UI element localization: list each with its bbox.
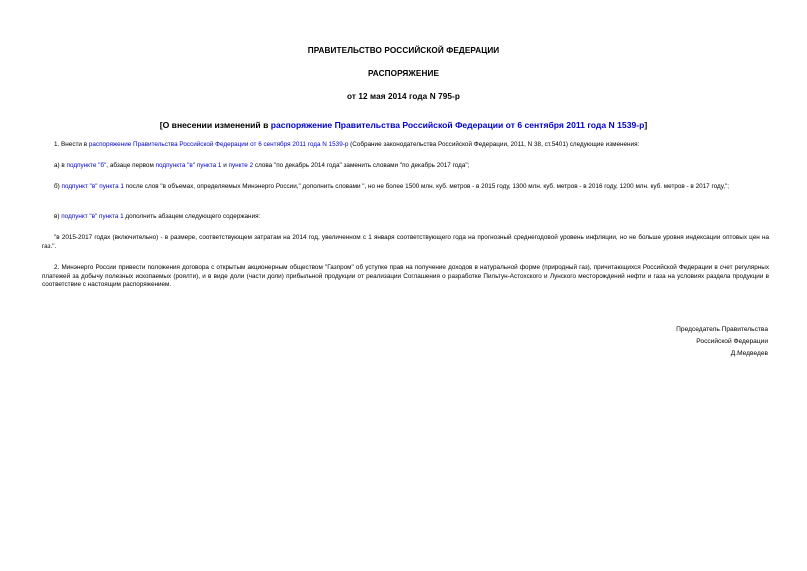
paragraph-text: а) в <box>54 162 67 169</box>
signature-country: Российской Федерации <box>696 338 768 345</box>
date-number-heading: от 12 мая 2014 года N 795-р <box>346 92 460 101</box>
paragraph-text: и <box>221 162 229 169</box>
signature-name: Д.Медведев <box>730 350 768 357</box>
paragraph-text: дополнить абзацем следующего содержания: <box>123 213 261 220</box>
paragraph-1 <box>42 141 769 150</box>
paragraph-text: , абзаце первом <box>106 162 156 169</box>
signature-position: Председатель Правительства <box>676 326 768 333</box>
title-prefix: [О внесении изменений в <box>159 120 271 130</box>
decree-1539-link[interactable]: распоряжение Правительства Российской Федерации от 6 сентября 2011 года N 1539-р <box>88 141 349 148</box>
paragraph-2: 2. Минэнерго России привести положения договора с открытым акционерным обществом "Газпром" об уступке прав на получение доходов в натуральной форме (природный газ), причитающихся Российской Федерации в счет регулярных платежей за добычу полезных ископаемых (роялти), и в виде доли (части доли) прибыльной продукции от реализации Соглашения о разработке Пильтун-Астохского и Лунского месторождений нефти и газа на условиях раздела продукции в соответствие с настоящим распоряжением. <box>42 264 769 289</box>
paragraph-text: слова "по декабрь 2014 года" заменить словами "по декабрь 2017 года"; <box>253 162 470 169</box>
subitem-v-item-1-link[interactable]: подпункта "в" пункта 1 <box>155 162 222 169</box>
paragraph-v <box>42 213 769 222</box>
paragraph-a <box>42 162 769 171</box>
subitem-v-item-1-link[interactable]: подпункт "в" пункта 1 <box>61 183 124 190</box>
government-heading: ПРАВИТЕЛЬСТВО РОССИЙСКОЙ ФЕДЕРАЦИИ <box>307 46 500 55</box>
paragraph-text: в) <box>54 213 62 220</box>
paragraph-text: после слов "в объемах, определяемых Минэнерго России," дополнить словами ", но не более 1500 млн. куб. метров - в 2015 году, 1300 млн. куб. метров - в 2016 году, 1200 млн. куб. метров - в 2017 году,"; <box>123 183 730 190</box>
paragraph-text: б) <box>54 183 62 190</box>
subitem-b-link[interactable]: подпункте "б" <box>66 162 107 169</box>
title-suffix: ] <box>644 120 648 130</box>
paragraph-quote: "в 2015-2017 годах (включительно) - в размере, соответствующем затратам на 2014 год, увеличенном с 1 января соответствующего года на прогнозный среднегодовой уровень инфляции, но не больше уровня индексации оптовых цен на газ.". <box>42 234 769 250</box>
paragraph-text: 1. Внести в <box>54 141 89 148</box>
title-decree-link[interactable]: распоряжение Правительства Российской Федерации от 6 сентября 2011 года N 1539-р <box>270 120 645 130</box>
item-2-link[interactable]: пункте 2 <box>228 162 254 169</box>
subitem-v-item-1-link[interactable]: подпункт "в" пункта 1 <box>61 213 124 220</box>
document-title <box>0 120 807 130</box>
document-type-heading: РАСПОРЯЖЕНИЕ <box>367 69 440 78</box>
paragraph-text: (Собрание законодательства Российской Федерации, 2011, N 38, ст.5401) следующие изменения: <box>348 141 640 148</box>
paragraph-b <box>42 183 769 192</box>
